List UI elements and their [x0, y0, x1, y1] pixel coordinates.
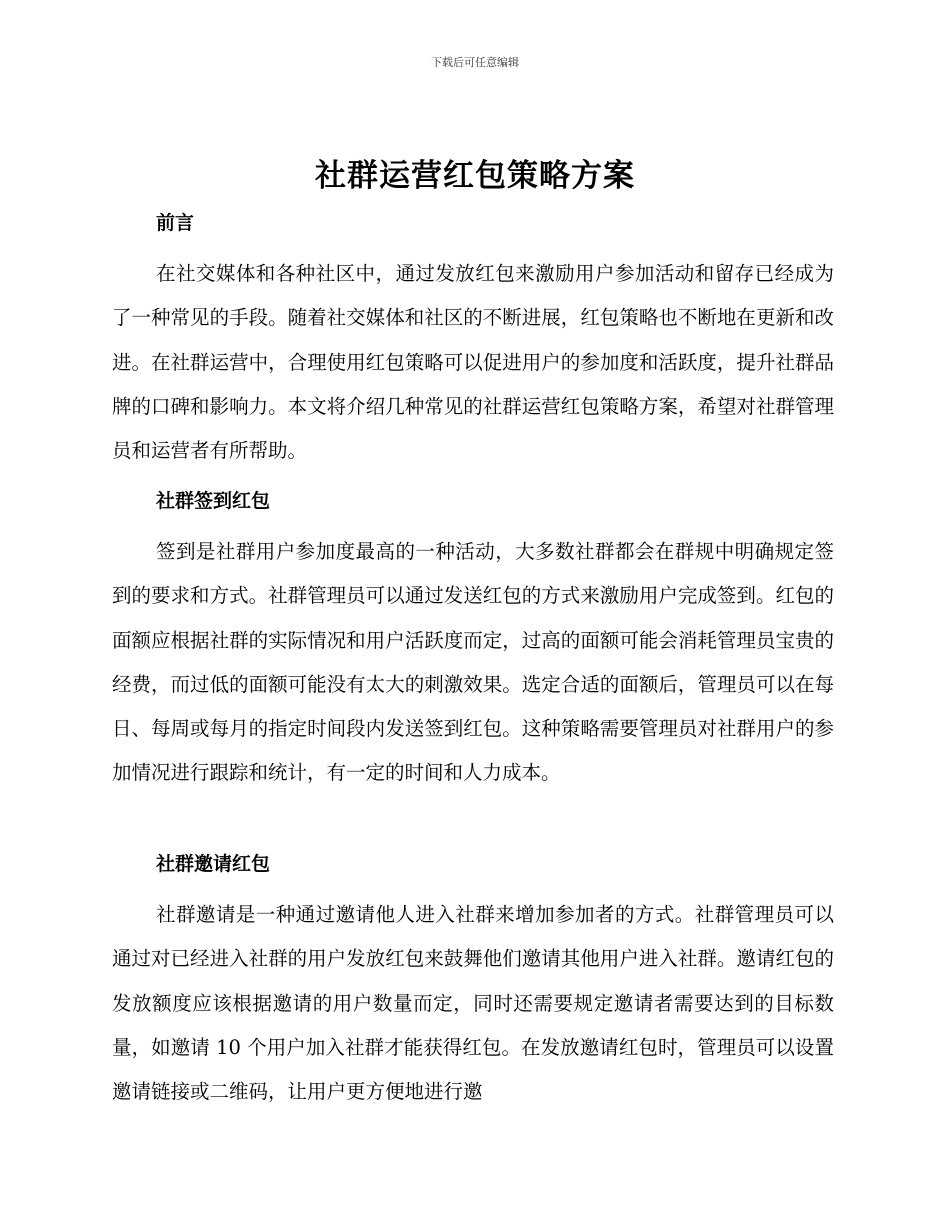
page-header-note: 下载后可任意编辑: [431, 56, 519, 69]
document-title: 社群运营红包策略方案: [315, 158, 635, 194]
section-paragraph-preface: 在社交媒体和各种社区中，通过发放红包来激励用户参加活动和留存已经成为了一种常见的手段。随着社交媒体和社区的不断进展，红包策略也不断地在更新和改进。在社群运营中，合理使用红包策略可以促进用户的参加度和活跃度，提升社群品牌的口碑和影响力。本文将介绍几种常见的社群运营红包策略方案，希望对社群管理员和运营者有所帮助。: [112, 262, 834, 463]
section-heading-invite: 社群邀请红包: [156, 853, 271, 875]
section-paragraph-invite: 社群邀请是一种通过邀请他人进入社群来增加参加者的方式。社群管理员可以通过对已经进入社群的用户发放红包来鼓舞他们邀请其他用户进入社群。邀请红包的发放额度应该根据邀请的用户数量而定，同时还需要规定邀请者需要达到的目标数量，如邀请 10 个用户加入社群才能获得红包。在发放邀请红包时，管理员可以设置邀请链接或二维码，让用户更方便地进行邀: [112, 903, 834, 1104]
section-paragraph-checkin: 签到是社群用户参加度最高的一种活动，大多数社群都会在群规中明确规定签到的要求和方式。社群管理员可以通过发送红包的方式来激励用户完成签到。红包的面额应根据社群的实际情况和用户活跃度而定，过高的面额可能会消耗管理员宝贵的经费，而过低的面额可能没有太大的刺激效果。选定合适的面额后，管理员可以在每日、每周或每月的指定时间段内发送签到红包。这种策略需要管理员对社群用户的参加情况进行跟踪和统计，有一定的时间和人力成本。: [112, 540, 834, 785]
section-heading-checkin: 社群签到红包: [156, 490, 271, 512]
section-heading-preface: 前言: [156, 212, 195, 234]
